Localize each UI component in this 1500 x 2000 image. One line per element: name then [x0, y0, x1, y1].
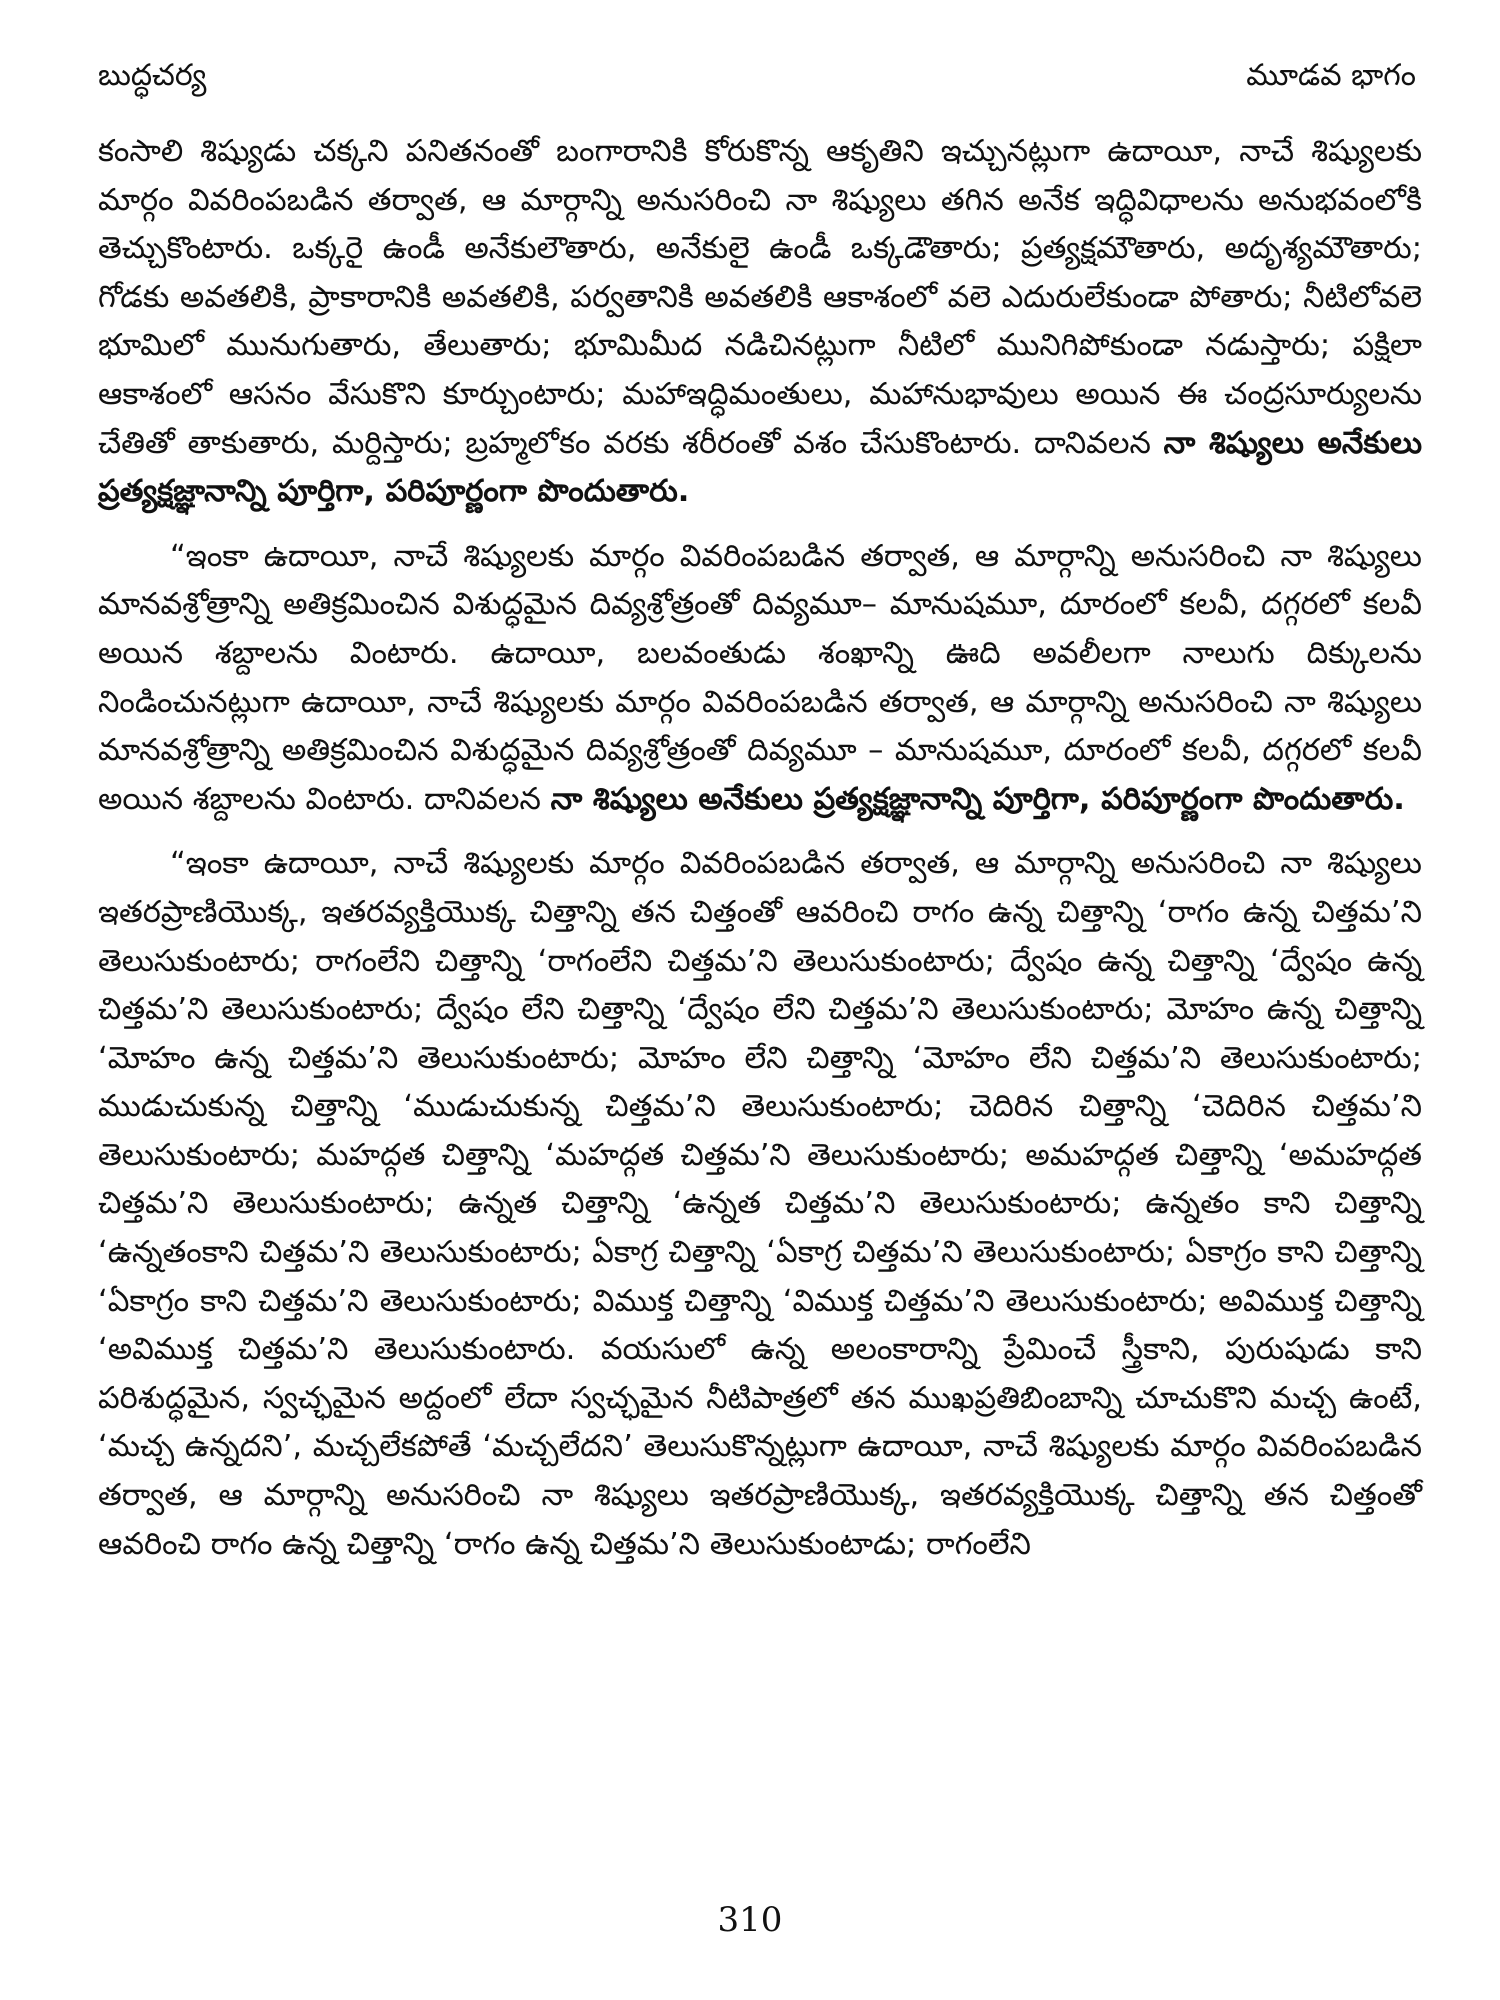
page-number: 310: [717, 1900, 783, 1940]
running-header: [98, 58, 1422, 114]
paragraph-1-bold-text: నా శిష్యులు అనేకులు ప్రత్యక్షజ్ఞానాన్ని పూర్తిగా, పరిపూర్ణంగా పొందుతారు.: [98, 425, 1422, 510]
part-title: మూడవ భాగం: [1246, 58, 1416, 93]
paragraph-2: [98, 533, 1422, 825]
paragraph-3: [98, 840, 1422, 1569]
paragraph-1: [98, 128, 1422, 517]
paragraph-3-text: “ఇంకా ఉదాయీ, నాచే శిష్యులకు మార్గం వివరింపబడిన తర్వాత, ఆ మార్గాన్ని అనుసరించి నా శిష్యులు ఇతరప్రాణియొక్క, ఇతరవ్యక్తియొక్క చిత్తాన్ని తన చిత్తంతో ఆవరించి రాగం ఉన్న చిత్తాన్ని ‘రాగం ఉన్న చిత్తమ’ని తెలుసుకుంటారు; రాగంలేని చిత్తాన్ని ‘రాగంలేని చిత్తమ’ని తెలుసుకుంటారు; ద్వేషం ఉన్న చిత్తాన్ని ‘ద్వేషం ఉన్న చిత్తమ’ని తెలుసుకుంటారు; ద్వేషం లేని చిత్తాన్ని ‘ద్వేషం లేని చిత్తమ’ని తెలుసుకుంటారు; మోహం ఉన్న చిత్తాన్ని ‘మోహం ఉన్న చిత్తమ’ని తెలుసుకుంటారు; మోహం లేని చిత్తాన్ని ‘మోహం లేని చిత్తమ’ని తెలుసుకుంటారు; ముడుచుకున్న చిత్తాన్ని ‘ముడుచుకున్న చిత్తమ’ని తెలుసుకుంటారు; చెదిరిన చిత్తాన్ని ‘చెదిరిన చిత్తమ’ని తెలుసుకుంటారు; మహద్గత చిత్తాన్ని ‘మహద్గత చిత్తమ’ని తెలుసుకుంటారు; అమహద్గత చిత్తాన్ని ‘అమహద్గత చిత్తమ’ని తెలుసుకుంటారు; ఉన్నత చిత్తాన్ని ‘ఉన్నత చిత్తమ’ని తెలుసుకుంటారు; ఉన్నతం కాని చిత్తాన్ని ‘ఉన్నతంకాని చిత్తమ’ని తెలుసుకుంటారు; ఏకాగ్ర చిత్తాన్ని ‘ఏకాగ్ర చిత్తమ’ని తెలుసుకుంటారు; ఏకాగ్రం కాని చిత్తాన్ని ‘ఏకాగ్రం కాని చిత్తమ’ని తెలుసుకుంటారు; విముక్త చిత్తాన్ని ‘విముక్త చిత్తమ’ని తెలుసుకుంటారు; అవిముక్త చిత్తాన్ని ‘అవిముక్త చిత్తమ’ని తెలుసుకుంటారు. వయసులో ఉన్న అలంకారాన్ని ప్రేమించే స్త్రీకాని, పురుషుడు కాని పరిశుద్ధమైన, స్వచ్ఛమైన అద్దంలో లేదా స్వచ్ఛమైన నీటిపాత్రలో తన ముఖప్రతిబింబాన్ని చూచుకొని మచ్చ ఉంటే, ‘మచ్చ ఉన్నదని’, మచ్చలేకపోతే ‘మచ్చలేదని’ తెలుసుకొన్నట్లుగా ఉదాయీ, నాచే శిష్యులకు మార్గం వివరింపబడిన తర్వాత, ఆ మార్గాన్ని అనుసరించి నా శిష్యులు ఇతరప్రాణియొక్క, ఇతరవ్యక్తియొక్క చిత్తాన్ని తన చిత్తంతో ఆవరించి రాగం ఉన్న చిత్తాన్ని ‘రాగం ఉన్న చిత్తమ’ని తెలుసుకుంటాడు; రాగంలేని: [98, 846, 1423, 1562]
paragraph-1-text: కంసాలి శిష్యుడు చక్కని పనితనంతో బంగారానికి కోరుకొన్న ఆకృతిని ఇచ్చునట్లుగా ఉదాయీ, నాచే శిష్యులకు మార్గం వివరింపబడిన తర్వాత, ఆ మార్గాన్ని అనుసరించి నా శిష్యులు తగిన అనేక ఇద్ధివిధాలను అనుభవంలోకి తెచ్చుకొంటారు. ఒక్కరై ఉండీ అనేకులౌతారు, అనేకులై ఉండీ ఒక్కడౌతారు; ప్రత్యక్షమౌతారు, అదృశ్యమౌతారు; గోడకు అవతలికి, ప్రాకారానికి అవతలికి, పర్వతానికి అవతలికి ఆకాశంలో వలె ఎదురులేకుండా పోతారు; నీటిలోవలె భూమిలో మునుగుతారు, తేలుతారు; భూమిమీద నడిచినట్లుగా నీటిలో మునిగిపోకుండా నడుస్తారు; పక్షిలా ఆకాశంలో ఆసనం వేసుకొని కూర్చుంటారు; మహాఇద్ధిమంతులు, మహానుభావులు అయిన ఈ చంద్రసూర్యులను చేతితో తాకుతారు, మర్దిస్తారు; బ్రహ్మలోకం వరకు శరీరంతో వశం చేసుకొంటారు. దానివలన: [98, 134, 1422, 461]
body-text: [98, 128, 1422, 1569]
paragraph-2-text: “ఇంకా ఉదాయీ, నాచే శిష్యులకు మార్గం వివరింపబడిన తర్వాత, ఆ మార్గాన్ని అనుసరించి నా శిష్యులు మానవశ్రోత్రాన్ని అతిక్రమించిన విశుద్ధమైన దివ్యశ్రోత్రంతో దివ్యమూ– మానుషమూ, దూరంలో కలవీ, దగ్గరలో కలవీ అయిన శబ్దాలను వింటారు. ఉదాయీ, బలవంతుడు శంఖాన్ని ఊది అవలీలగా నాలుగు దిక్కులను నిండించునట్లుగా ఉదాయీ, నాచే శిష్యులకు మార్గం వివరింపబడిన తర్వాత, ఆ మార్గాన్ని అనుసరించి నా శిష్యులు మానవశ్రోత్రాన్ని అతిక్రమించిన విశుద్ధమైన దివ్యశ్రోత్రంతో దివ్యమూ – మానుషమూ, దూరంలో కలవీ, దగ్గరలో కలవీ అయిన శబ్దాలను వింటారు. దానివలన: [98, 538, 1422, 817]
paragraph-2-bold-text: నా శిష్యులు అనేకులు ప్రత్యక్షజ్ఞానాన్ని పూర్తిగా, పరిపూర్ణంగా పొందుతారు.: [550, 781, 1405, 817]
book-title: బుద్ధచర్య: [98, 58, 207, 93]
